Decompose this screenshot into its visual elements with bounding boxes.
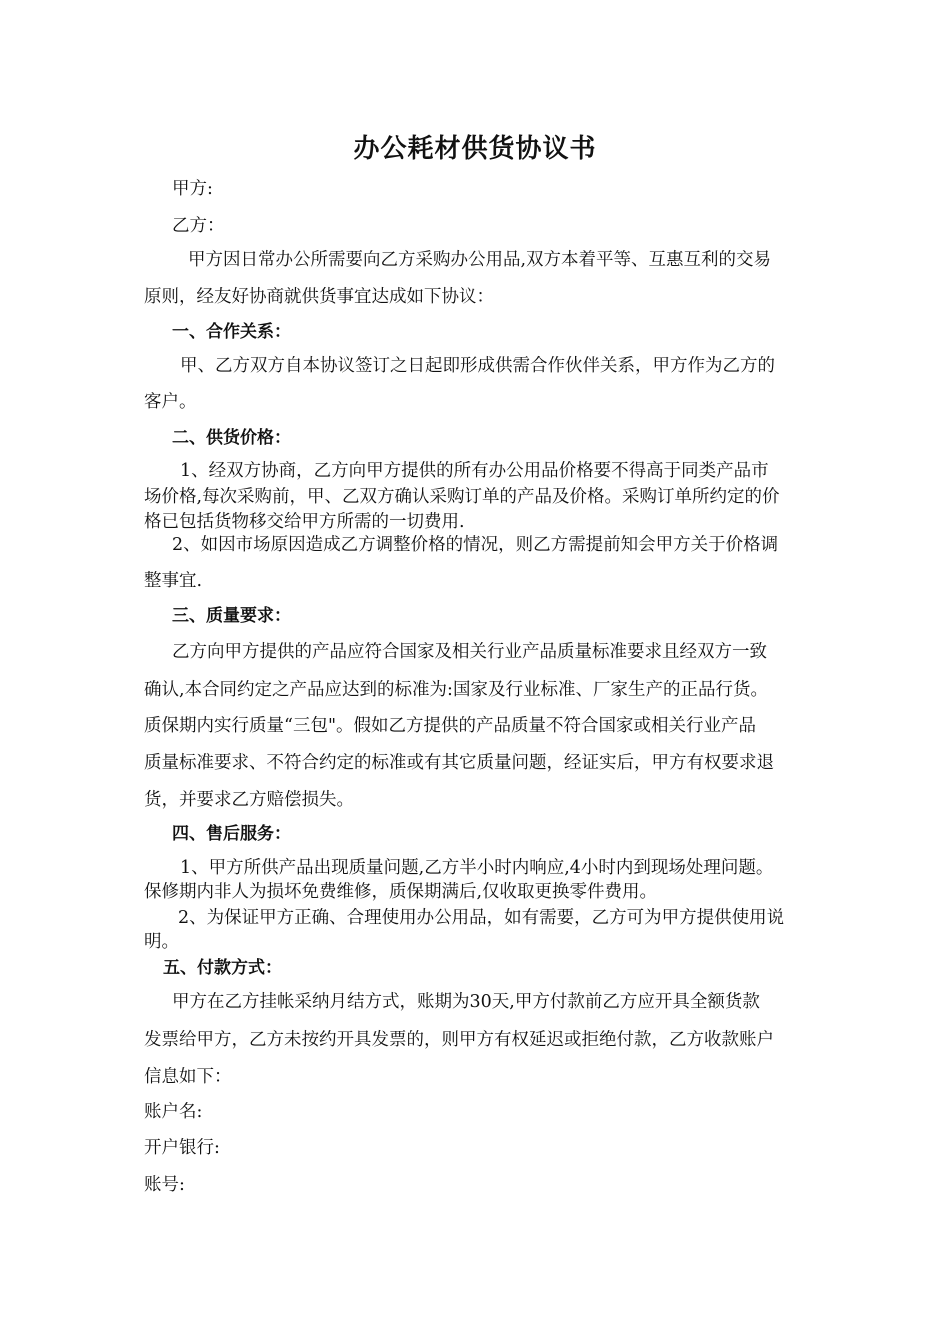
section-heading: 五、付款方式： bbox=[163, 958, 282, 978]
section-line: 甲、乙方双方自本协议签订之日起即形成供需合作伙伴关系，甲方作为乙方的 bbox=[180, 356, 775, 376]
section-line: 整事宜. bbox=[144, 571, 203, 591]
section-line: 1、甲方所供产品出现质量问题,乙方半小时内响应,4小时内到现场处理问题。 bbox=[180, 858, 774, 878]
section-heading: 二、供货价格： bbox=[172, 428, 291, 448]
bank-label: 开户银行: bbox=[144, 1138, 220, 1158]
section-line: 质量标准要求、不符合约定的标准或有其它质量问题，经证实后，甲方有权要求退 bbox=[144, 753, 774, 773]
section-heading: 一、合作关系： bbox=[172, 322, 291, 342]
party-a-label: 甲方: bbox=[172, 179, 213, 199]
section-heading: 三、质量要求： bbox=[172, 606, 291, 626]
section-heading: 四、售后服务： bbox=[172, 824, 291, 844]
section-line: 场价格,每次采购前，甲、乙双方确认采购订单的产品及价格。采购订单所约定的价 bbox=[144, 487, 780, 507]
section-line: 发票给甲方，乙方未按约开具发票的，则甲方有权延迟或拒绝付款，乙方收款账户 bbox=[144, 1030, 774, 1050]
section-line: 客户。 bbox=[144, 392, 197, 412]
party-b-label: 乙方： bbox=[172, 216, 225, 236]
account-name-label: 账户名: bbox=[144, 1102, 203, 1122]
section-line: 乙方向甲方提供的产品应符合国家及相关行业产品质量标准要求且经双方一致 bbox=[172, 642, 767, 662]
intro-line: 原则，经友好协商就供货事宜达成如下协议： bbox=[144, 287, 494, 307]
section-line: 确认,本合同约定之产品应达到的标准为:国家及行业标准、厂家生产的正品行货。 bbox=[144, 680, 768, 700]
section-line: 格已包括货物移交给甲方所需的一切费用. bbox=[144, 512, 465, 532]
section-line: 2、为保证甲方正确、合理使用办公用品，如有需要，乙方可为甲方提供使用说 bbox=[178, 908, 785, 928]
document-title: 办公耗材供货协议书 bbox=[353, 134, 597, 164]
section-line: 2、如因市场原因造成乙方调整价格的情况，则乙方需提前知会甲方关于价格调 bbox=[172, 535, 779, 555]
section-line: 1、经双方协商，乙方向甲方提供的所有办公用品价格要不得高于同类产品市 bbox=[180, 461, 769, 481]
section-line: 信息如下： bbox=[144, 1067, 232, 1087]
intro-line: 甲方因日常办公所需要向乙方采购办公用品,双方本着平等、互惠互利的交易 bbox=[188, 250, 772, 270]
section-line: 货，并要求乙方赔偿损失。 bbox=[144, 790, 354, 810]
section-line: 甲方在乙方挂帐采纳月结方式，账期为30天,甲方付款前乙方应开具全额货款 bbox=[172, 992, 760, 1012]
section-line: 保修期内非人为损坏免费维修，质保期满后,仅收取更换零件费用。 bbox=[144, 882, 658, 902]
account-no-label: 账号: bbox=[144, 1175, 185, 1195]
section-line: 明。 bbox=[144, 932, 179, 952]
section-line: 质保期内实行质量“三包"。假如乙方提供的产品质量不符合国家或相关行业产品 bbox=[144, 716, 756, 736]
